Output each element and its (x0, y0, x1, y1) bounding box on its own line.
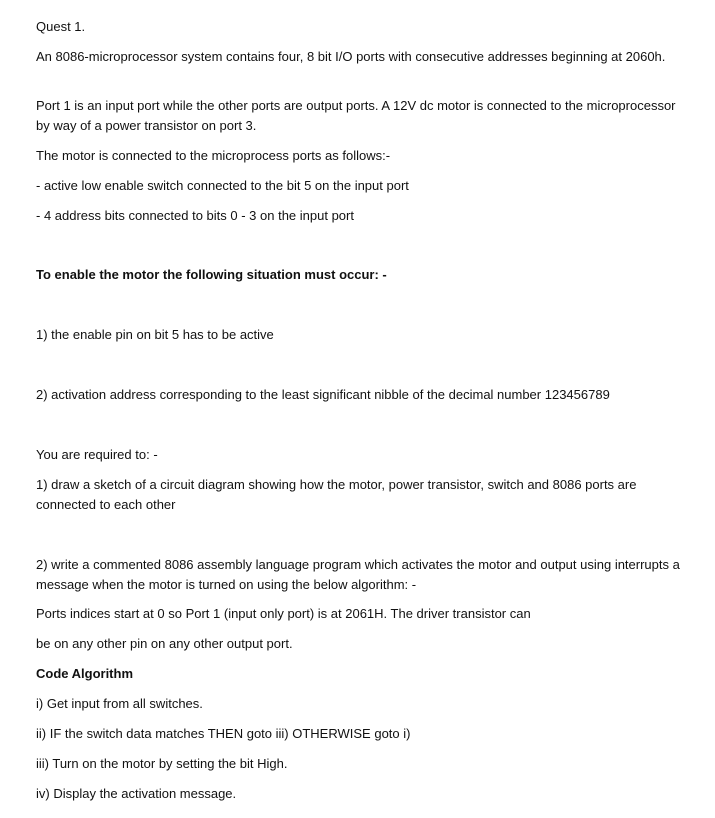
connection-item: - 4 address bits connected to bits 0 - 3 on the input port (36, 208, 354, 223)
question-title: Quest 1. (36, 19, 86, 34)
task-item: 1) draw a sketch of a circuit diagram showing how the motor, power transistor, switch and 8086 ports are connected to each other (36, 477, 637, 512)
required-intro: You are required to: - (36, 447, 158, 462)
condition-item: 1) the enable pin on bit 5 has to be active (36, 327, 274, 342)
intro-paragraph: An 8086-microprocessor system contains four, 8 bit I/O ports with consecutive addresses beginning at 2060h. (36, 49, 666, 64)
port-note: be on any other pin on any other output port. (36, 636, 293, 651)
connection-item: - active low enable switch connected to the bit 5 on the input port (36, 178, 409, 193)
condition-item: 2) activation address corresponding to the least significant nibble of the decimal number 123456789 (36, 387, 610, 402)
port-description-paragraph: Port 1 is an input port while the other ports are output ports. A 12V dc motor is connected to the microprocessor by way of a power transistor on port 3. (36, 98, 676, 133)
task-item: 2) write a commented 8086 assembly language program which activates the motor and output using interrupts a message when the motor is turned on using the below algorithm: - (36, 557, 680, 592)
algorithm-heading: Code Algorithm (36, 666, 134, 681)
algorithm-step: i) Get input from all switches. (36, 696, 203, 711)
enable-heading: To enable the motor the following situation must occur: - (36, 267, 387, 282)
connection-intro: The motor is connected to the microprocess ports as follows:- (36, 148, 391, 163)
algorithm-step: iii) Turn on the motor by setting the bit High. (36, 756, 288, 771)
algorithm-step: ii) IF the switch data matches THEN goto iii) OTHERWISE goto i) (36, 726, 411, 741)
algorithm-step: iv) Display the activation message. (36, 786, 237, 801)
port-note: Ports indices start at 0 so Port 1 (input only port) is at 2061H. The driver transistor can (36, 606, 531, 621)
